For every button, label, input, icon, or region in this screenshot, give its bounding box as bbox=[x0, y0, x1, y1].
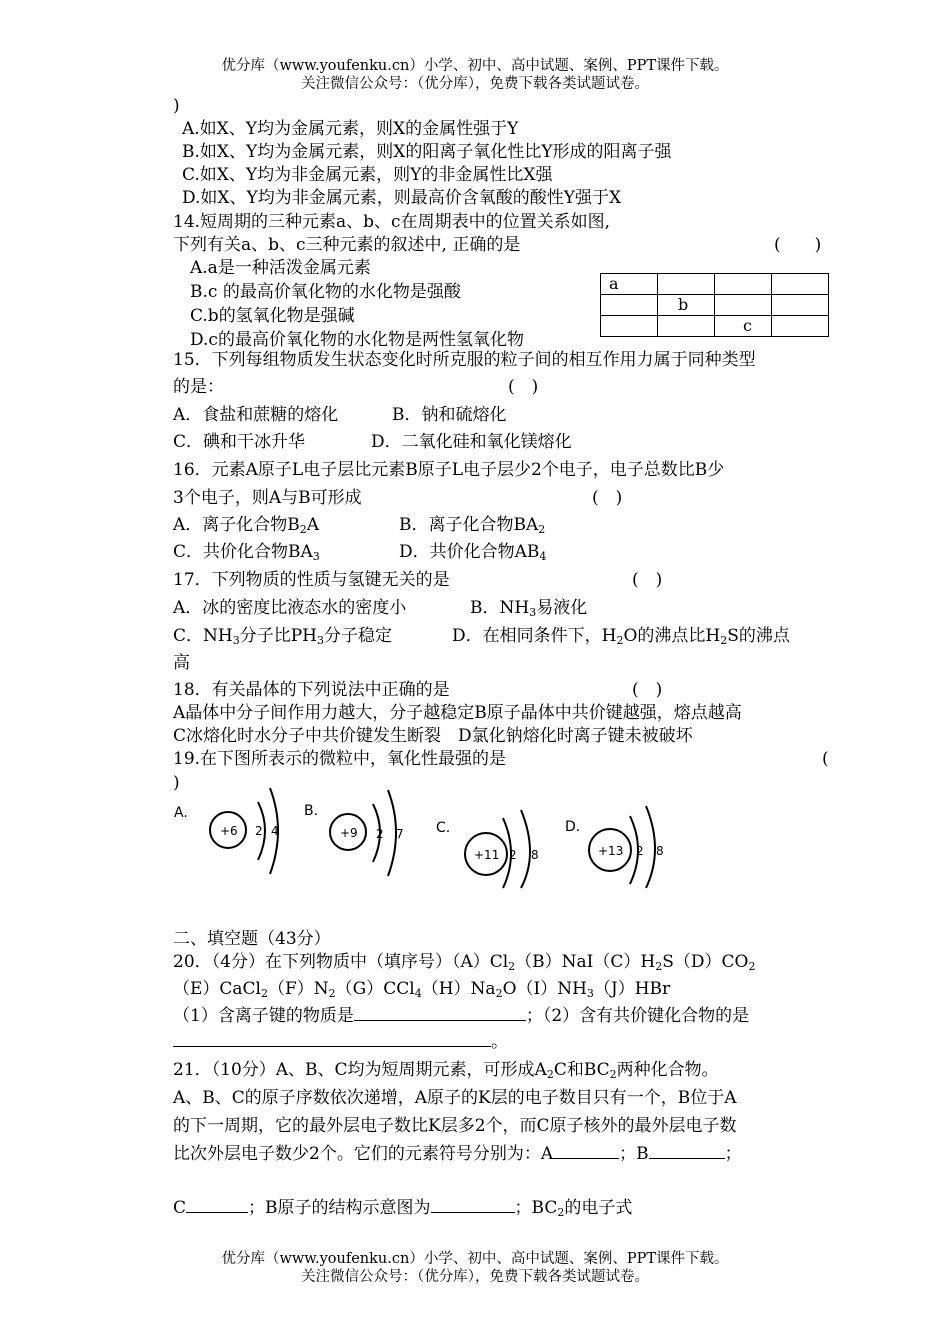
q21-blank-c[interactable] bbox=[186, 1197, 248, 1213]
q21-stem-5: C ；B原子的结构示意图为 ；$BC_2$的电子式 bbox=[173, 1198, 633, 1219]
q15-option-d: D．二氧化硅和氧化镁熔化 bbox=[371, 432, 572, 452]
atom-a-label: A. bbox=[174, 805, 188, 821]
q21-stem-3: 的下一周期，它的最外层电子数比K层多2个，而C原子核外的最外层电子数 bbox=[173, 1116, 737, 1136]
q14-stem-2: 下列有关a、b、c三种元素的叙述中, 正确的是 bbox=[173, 235, 521, 255]
q20-blank-2[interactable] bbox=[173, 1031, 491, 1047]
q21-stem-4: 比次外层电子数少2个。它们的元素符号分别为：A ；B ； bbox=[173, 1144, 742, 1164]
q15-stem-2: 的是： bbox=[173, 377, 224, 397]
q18-options-ab: A晶体中分子间作用力越大，分子越稳定B原子晶体中共价键越强，熔点越高 bbox=[173, 703, 742, 723]
q13-tail: ) bbox=[173, 96, 180, 116]
q16-option-d: D．共价化合物$AB_4$ bbox=[399, 542, 547, 563]
q21-stem-2: A、B、C的原子序数依次递增，A原子的K层的电子数目只有一个，B位于A bbox=[173, 1088, 737, 1108]
atom-c-label: C. bbox=[436, 820, 451, 836]
q20-questions: （1）含离子键的物质是 ；（2）含有共价键化合物的是 bbox=[173, 1006, 750, 1026]
q21-blank-a[interactable] bbox=[553, 1143, 619, 1159]
atom-structure-diagrams bbox=[170, 780, 690, 890]
q20-stem-1: 20．（4分）在下列物质中（填序号）$(A)Cl_2(B)NaI(C)H_2S(D)CO_2$ bbox=[173, 952, 756, 973]
q17-stem: 17．下列物质的性质与氢键无关的是 bbox=[173, 570, 450, 590]
q19-stem: 19.在下图所表示的微粒中，氧化性最强的是 bbox=[173, 749, 507, 769]
cell-c: c bbox=[715, 316, 772, 337]
q16-option-a: A．离子化合物$B_2A$ bbox=[173, 515, 320, 536]
q15-option-c: C．碘和干冰升华 bbox=[173, 432, 306, 452]
footer-line-1: 优分库（www.youfenku.cn）小学、初中、高中试题、案例、PPT课件下载。 bbox=[221, 1251, 729, 1267]
atom-d-shell-1: 2 bbox=[636, 844, 644, 858]
q15-option-a: A．食盐和蔗糖的熔化 bbox=[173, 405, 339, 425]
header-line-2: 关注微信公众号：（优分库），免费下载各类试题试卷。 bbox=[301, 76, 649, 92]
q16-answer-paren: ( ) bbox=[592, 488, 623, 508]
q14-option-a: A.a是一种活泼金属元素 bbox=[190, 258, 371, 278]
atom-a-nucleus: +6 bbox=[220, 824, 238, 838]
q18-stem: 18．有关晶体的下列说法中正确的是 bbox=[173, 680, 450, 700]
q19-paren-close: ) bbox=[173, 773, 180, 793]
q16-option-b: B．离子化合物$BA_2$ bbox=[399, 515, 546, 536]
q20-blank-1[interactable] bbox=[354, 1005, 526, 1021]
q14-option-b: B.c 的最高价氧化物的水化物是强酸 bbox=[190, 282, 461, 302]
q18-options-cd: C冰熔化时水分子中共价键发生断裂 D氯化钠熔化时离子键未被破坏 bbox=[173, 726, 693, 746]
q16-option-c: C．共价化合物$BA_3$ bbox=[173, 542, 320, 563]
atom-a-shell-1: 2 bbox=[255, 824, 263, 838]
q14-stem-1: 14.短周期的三种元素a、b、c在周期表中的位置关系如图, bbox=[173, 212, 610, 232]
q21-blank-b-structure[interactable] bbox=[431, 1197, 515, 1213]
footer-line-2: 关注微信公众号：（优分库），免费下载各类试题试卷。 bbox=[301, 1269, 649, 1285]
atom-d-nucleus: +13 bbox=[598, 844, 624, 858]
q17-option-c: C．$NH_3$分子比$PH_3$分子稳定 bbox=[173, 626, 392, 647]
periodic-table-fragment bbox=[600, 273, 829, 337]
q15-answer-paren: ( ) bbox=[508, 377, 539, 397]
q14-option-c: C.b的氢氧化物是强碱 bbox=[190, 306, 355, 326]
atom-d-label: D. bbox=[565, 819, 581, 835]
cell-a: a bbox=[601, 274, 658, 295]
q21-stem-1: 21．（10分）A、B、C均为短周期元素，可形成$A_2C$和$BC_2$两种化合物。 bbox=[173, 1060, 719, 1081]
q13-option-b: B.如X、Y均为金属元素，则X的阳离子氧化性比Y形成的阳离子强 bbox=[182, 142, 672, 162]
q14-answer-paren: ( ) bbox=[774, 235, 822, 255]
q17-option-d-tail: 高 bbox=[173, 653, 190, 673]
q13-option-c: C.如X、Y均为非金属元素，则Y的非金属性比X强 bbox=[182, 165, 553, 185]
q17-answer-paren: ( ) bbox=[632, 570, 663, 590]
q16-stem-2: 3个电子，则A与B可形成 bbox=[173, 488, 362, 508]
section-2-title: 二、填空题（43分） bbox=[173, 929, 331, 949]
q13-option-d: D.如X、Y均为非金属元素，则最高价含氧酸的酸性Y强于X bbox=[182, 188, 622, 208]
q13-option-a: A.如X、Y均为金属元素，则X的金属性强于Y bbox=[182, 119, 519, 139]
q15-stem-1: 15．下列每组物质发生状态变化时所克服的粒子间的相互作用力属于同种类型 bbox=[173, 350, 756, 370]
atom-c-shell-1: 2 bbox=[509, 848, 517, 862]
atom-b-label: B. bbox=[304, 803, 319, 819]
atom-c-nucleus: +11 bbox=[474, 848, 500, 862]
q21-blank-b[interactable] bbox=[649, 1143, 725, 1159]
q18-answer-paren: ( ) bbox=[632, 680, 663, 700]
atom-b-shell-1: 2 bbox=[376, 827, 384, 841]
cell-b: b bbox=[658, 295, 715, 316]
q20-line-3: 。 bbox=[173, 1031, 508, 1053]
atom-b-nucleus: +9 bbox=[340, 826, 358, 840]
q20-stem-2: $(E)CaCl_2(F)N_2(G)CCl_4(H)Na_2O(I)NH_3(J)HBr$ bbox=[173, 979, 671, 1000]
atom-c-shell-2: 8 bbox=[531, 848, 539, 862]
header-line-1: 优分库（www.youfenku.cn）小学、初中、高中试题、案例、PPT课件下载。 bbox=[221, 58, 729, 74]
q17-option-a: A．冰的密度比液态水的密度小 bbox=[173, 598, 407, 618]
atom-d-shell-2: 8 bbox=[656, 844, 664, 858]
q15-option-b: B．钠和硫熔化 bbox=[392, 405, 507, 425]
q16-stem-1: 16．元素A原子L电子层比元素B原子L电子层少2个电子，电子总数比B少 bbox=[173, 460, 725, 480]
q17-option-d: D．在相同条件下，$H_2O$的沸点比$H_2S$的沸点 bbox=[452, 626, 790, 647]
q19-paren-open: ( bbox=[822, 749, 829, 769]
atom-a-shell-2: 4 bbox=[271, 824, 279, 838]
q14-option-d: D.c的最高价氧化物的水化物是两性氢氧化物 bbox=[190, 330, 524, 350]
q17-option-b: B．$NH_3$易液化 bbox=[470, 598, 588, 619]
atom-b-shell-2: 7 bbox=[396, 827, 404, 841]
